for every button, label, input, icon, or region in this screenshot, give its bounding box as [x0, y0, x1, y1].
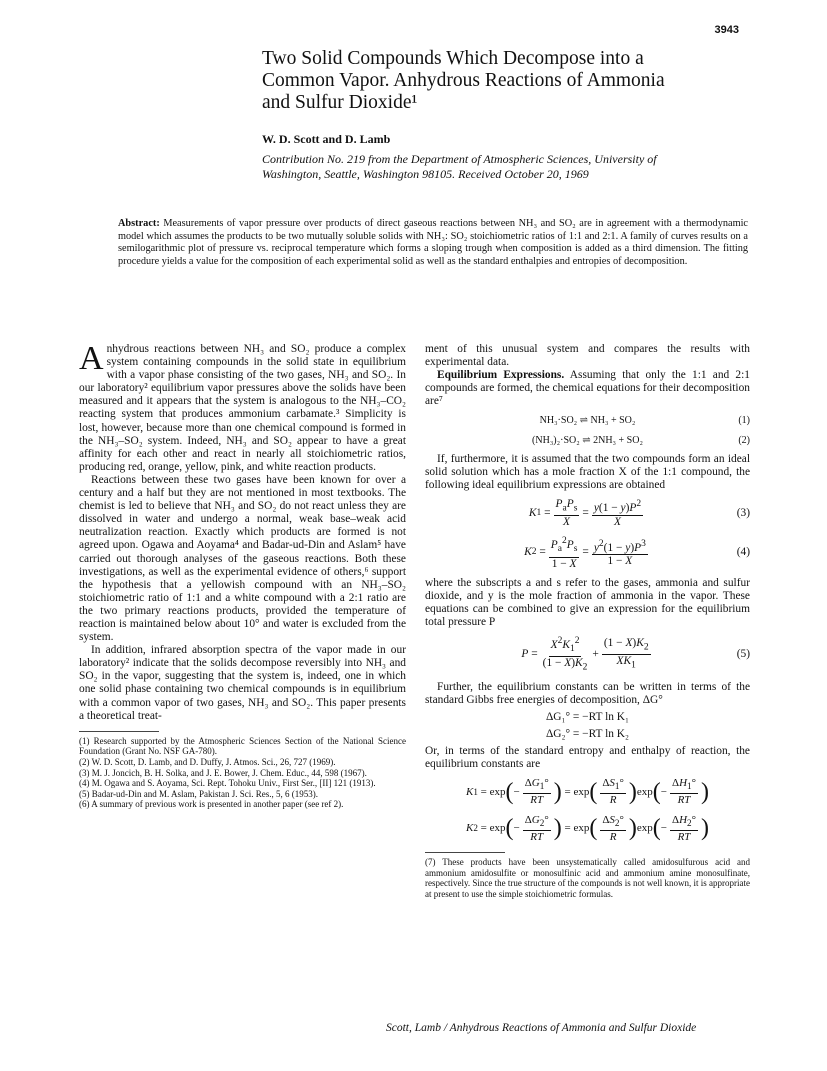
paragraph: Anhydrous reactions between NH₃ and SO₂ produce a complex system containing compounds in the solid state in equilibrium with a vapor phase consisting of the two gases, NH₃ and SO₂. In our laboratory² equilibrium vapor pressures above the solids have been measured and it appears that the system is analogous to the NH₃–CO₂ reacting system that produces ammonium carbamate.³ Simplicity is lost, however, because more than one chemical compound is formed in the NH₃–SO₂ system. Indeed, NH₃ and SO₂ appear to have a great affinity for each other and react in nearly all stoichiometric ratios, producing red, orange, yellow, pink, and white reaction products. — [79, 340, 406, 473]
equation-6: ΔG₁° = −RT ln K₁ — [545, 710, 630, 723]
equation-5: P = $\frac{X^2K_1^2}{(1 - X)K_2}$ + $\frac{(1 - X)K_2}{XK_1}$ (5) — [521, 636, 750, 673]
equation-3: K 1 = $\frac{P_aP_s}{X}$ = $\frac{y(1 - y)P^2}{X}$ (3) — [528, 497, 750, 529]
equation-1: NH₃·SO₂ ⇌ NH₃ + SO₂ (1) — [539, 415, 750, 427]
page-number: 3943 — [714, 24, 739, 36]
left-column — [79, 340, 406, 810]
paragraph: Reactions between these two gases have been known for over a century and a half but they are not mentioned in most textbooks. The chemist is led to believe that NH₃ and SO₂ do not react unless they are dissolved in water and undergo a normal, weak base–weak acid neutralization reaction. Exactly which products are formed is not agreed upon. Ogawa and Aoyama⁴ and Badar-ud-Din and Aslam⁵ have carried out thorough analyses of the gaseous reactions. Both these investigations, as well as the experimental evidence of others,⁶ support the hypothesis that a yellowish compound with an NH₃–SO₂ stoichiometric ratio of 1:1 and a white compound with a 2:1 ratio are the two primary reactions products, provided the temperature of reaction is maintained below about 10° and water is excluded from the system. — [79, 473, 406, 644]
footnote: (1) Research supported by the Atmospheric Sciences Section of the National Science Foundation (Grant No. NSF GA-780). — [79, 735, 406, 757]
footnote-rule — [425, 852, 505, 853]
footnote-rule — [79, 731, 159, 732]
equation-7: ΔG₂° = −RT ln K₂ — [545, 727, 630, 740]
equation-4: K 2 = $\frac{P_a^2P_s}{1 - X}$ = $\frac{y^2(1 - y)P^3}{1 - X}$ (4) — [524, 536, 750, 570]
abstract — [118, 218, 748, 269]
authors: W. D. Scott and D. Lamb — [262, 132, 391, 146]
drop-cap: A — [79, 340, 104, 377]
footnote: (7) These products have been unsystematically called amidosulfurous acid and ammonium amidosulfite or monosulfinic acid and ammonium amine monosulfinate, respectively. Since the true structure of the compounds is not well known, it is appropriate at present to use the simple stoichiometric formulas. — [425, 856, 750, 899]
paragraph: In addition, infrared absorption spectra of the vapor made in our laboratory² indicate that the solids decompose reversibly into NH₃ and SO₂ in the vapor, suggesting that the system is, indeed, one in which one solid phase containing two chemical compounds is in equilibrium with a common vapor of two gases, NH₃ and SO₂. This paper presents a theoretical treat- — [79, 644, 406, 722]
right-column — [425, 343, 750, 899]
footnote: (6) A summary of previous work is presented in another paper (see ref 2). — [79, 799, 344, 810]
footnote: (5) Badar-ud-Din and M. Aslam, Pakistan J. Sci. Res., 5, 6 (1953). — [79, 788, 319, 799]
abstract-label: Abstract: — [118, 218, 160, 229]
running-footer: Scott, Lamb / Anhydrous Reactions of Ammonia and Sulfur Dioxide — [386, 1022, 697, 1034]
paragraph: Further, the equilibrium constants can be written in terms of the standard Gibbs free energies of decomposition, ΔG° — [425, 680, 750, 706]
paragraph: Equilibrium Expressions. Assuming that only the 1:1 and 2:1 compounds are formed, the chemical equations for their decomposition are⁷ — [425, 369, 750, 408]
equation-2: (NH₃)₂·SO₂ ⇌ 2NH₃ + SO₂ (2) — [532, 434, 750, 446]
footnote: (4) M. Ogawa and S. Aoyama, Sci. Rept. Tohoku Univ., First Ser., [II] 121 (1913). — [79, 778, 376, 789]
paper-title: Two Solid Compounds Which Decompose into a Common Vapor. Anhydrous Reactions of Ammonia and Sulfur Dioxide¹ — [262, 48, 665, 113]
equation-9: K 2 = exp ( − $\frac{\Delta G_2^\circ}{RT}$ ) = exp ( $\frac{\Delta S_2^\circ}{R}$ ) exp ( − $\frac{\Delta H_2^\circ}{RT}$ ) — [465, 813, 710, 843]
footnote: (2) W. D. Scott, D. Lamb, and D. Duffy, J. Atmos. Sci., 26, 727 (1969). — [79, 756, 336, 767]
abstract-text: Measurements of vapor pressure over products of direct gaseous reactions between NH₃ and SO₂ are in agreement with a thermodynamic model which assumes the products to be two mutually soluble solids with NH₃: SO₂ stoichiometric ratios of 1:1 and 2:1. A family of curves results on a semilogarithmic plot of pressure vs. reciprocal temperature which forms a sloping trough when composition is added as a third dimension. The fitting procedure yields a value for the composition of each experimental solid as well as the standard enthalpies and entropies of decomposition. — [118, 218, 749, 268]
paragraph: where the subscripts a and s refer to the gases, ammonia and sulfur dioxide, and y is the mole fraction of ammonia in the vapor. These equations can be combined to give an expression for the equilibrium total pressure P — [425, 576, 750, 628]
paragraph: Or, in terms of the standard entropy and enthalpy of reaction, the equilibrium constants are — [425, 744, 750, 771]
footnote: (3) M. J. Joncich, B. H. Solka, and J. E. Bower, J. Chem. Educ., 44, 598 (1967). — [79, 767, 367, 778]
affiliation: Contribution No. 219 from the Department of Atmospheric Sciences, University of Washington, Seattle, Washington 98105. Received October 20, 1969 — [262, 152, 657, 181]
section-heading: Equilibrium Expressions. — [437, 369, 565, 382]
paragraph: If, furthermore, it is assumed that the two compounds form an ideal solid solution which has a mole fraction X of the 1:1 compound, the following ideal equilibrium expressions are obtained — [425, 452, 750, 491]
paragraph: ment of this unusual system and compares the results with experimental data. — [425, 343, 750, 369]
equation-8: K 1 = exp ( − $\frac{\Delta G_1^\circ}{RT}$ ) = exp ( $\frac{\Delta S_1^\circ}{R}$ ) exp ( − $\frac{\Delta H_1^\circ}{RT}$ ) — [465, 777, 710, 807]
